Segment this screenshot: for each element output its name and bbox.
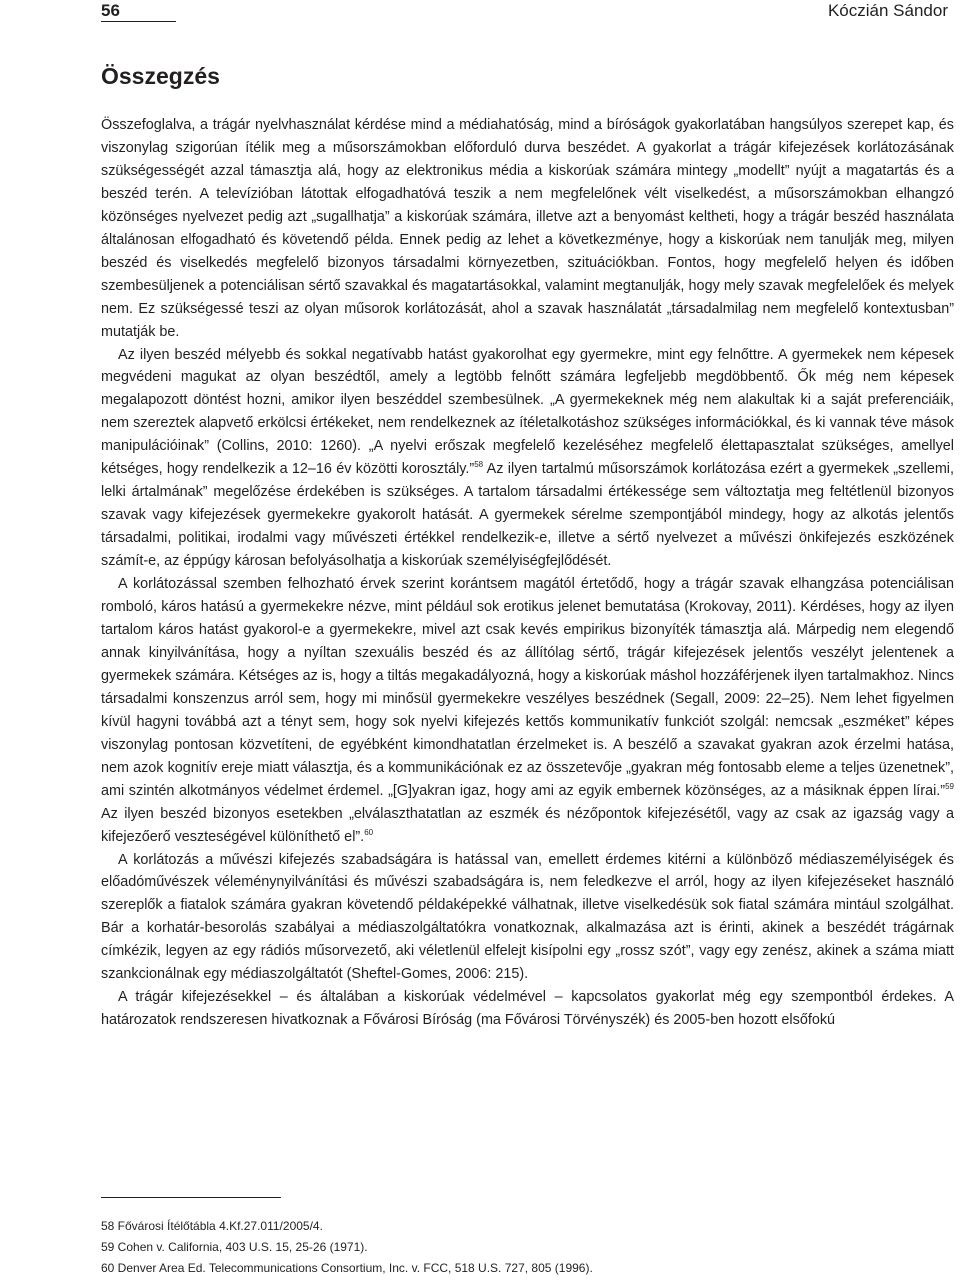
footnote-rule [101,1197,281,1198]
paragraph [101,114,954,344]
paragraph-text: Az ilyen tartalmú műsorszámok korlátozása ezért a gyermekek „szellemi, lelki ártalmának” megelőzése érdekében is szükséges. A tartalom társadalmi értékessége sem változtatja meg feltétlenül bizonyos szavak vagy kifejezések gyermekekre gyakorolt hatását. A gyermekek sérelme szempontjából mindegy, hogy az alkotás jelentős társadalmi, politikai, irodalmi vagy művészeti értékkel rendelkezik-e, illetve a sértő nyelvezet a művészi önkifejezés eszközének számít-e, az éppúgy károsan befolyásolhatja a kiskorúak személyiségfejlődését. [101,461,955,570]
paragraph [101,573,954,848]
footnote-reference: 58 [474,460,484,470]
page-header [0,0,960,30]
paragraph-text: A korlátozás a művészi kifejezés szabadságára is hatással van, emellett érdemes kitérni a különböző médiaszemélyiségek és előadóművészek véleménynyilvánítási és művészi szabadságára is, nem feledkezve el arról, hogy az ilyen kifejezéseket használó szereplők a fiatalok számára gyakran követendő példaképekké válhatnak, illetve viselkedésük sok fiatal számára mintául szolgálhat. Bár a korhatár-besorolás szabályai a médiaszolgáltatókra vonatkoznak, alkalmazása azt is érinti, akinek a beszédét trágárnak címkézik, legyen az egy rádiós műsorvezető, aki véletlenül elfelejt kisípolni egy „rossz szót”, vagy egy zenész, akinek a száma miatt szankcionálnak egy médiaszolgáltatót (Sheftel-Gomes, 2006: 215). [101,851,954,983]
header-rule [101,21,176,22]
footnote: 59 Cohen v. California, 403 U.S. 15, 25-26 (1971). [101,1240,368,1254]
section-title: Összegzés [101,63,220,89]
paragraph-text: Az ilyen beszéd mélyebb és sokkal negatívabb hatást gyakorolhat egy gyermekre, mint egy felnőttre. A gyermekek nem képesek megvédeni magukat az olyan beszédtől, amely a legtöbb felnőtt számára legfeljebb megdöbbentő. Ők még nem képesek megalapozott döntést hozni, amikor ilyen beszéddel szembesülnek. „A gyermekeknek még nem alakultak ki a saját preferenciáik, nem szereztek alapvető erkölcsi értékeket, nem rendelkeznek az ítéletalkotáshoz szükséges információkkal, és ki vannak téve mások manipulációinak” (Collins, 2010: 1260). „A nyelvi erőszak megfelelő kezeléséhez megfelelő élettapasztalat szükséges, amellyel kétséges, hogy rendelkezik a 12–16 év közötti korosztály.” [101,346,954,478]
paragraph-text: A korlátozással szemben felhozható érvek szerint korántsem magától értetődő, hogy a trágár szavak elhangzása potenciálisan romboló, káros hatású a gyermekekre nézve, mint például sok erotikus jelenet bemutatása (Krokovay, 2011). Kérdéses, hogy az ilyen tartalom káros hatást gyakorol-e a gyermekekre, mivel azt csak kevés empirikus bizonyíték támasztja alá. Márpedig nem elegendő annak kinyilvánítása, hogy a nyíltan szexuális beszéd és az állítólag sértő, trágár kifejezések jelentős veszélyt jelentenek a gyermekek számára. Kétséges az is, hogy a tiltás megakadályozná, hogy a kiskorúak máshol hozzáférjenek ilyen tartalmakhoz. Nincs társadalmi konszenzus arról sem, hogy mi minősül gyermekekre veszélyes beszédnek (Segall, 2009: 22–25). Nem lehet figyelmen kívül hagyni továbbá azt a tényt sem, hogy sok nyelvi kifejezés kettős kommunikatív funkciót szolgál: nemcsak „eszméket” képes viszonylag pontosan közvetíteni, de egyébként kimondhatatlan érzelmeket is. A beszélő a szavakat gyakran azok érzelmi hatása, nem azok kognitív ereje miatt választja, és a kommunikációnak ez az összetevője „gyakran még fontosabb eleme a teljes üzenetnek”, ami szintén alkotmányos védelmet érdemel. „[G]yakran igaz, hogy ami az egyik embernek közönséges, az a másiknak éppen lírai.” [101,576,954,799]
paragraph-text: A trágár kifejezésekkel – és általában a kiskorúak védelmével – kapcsolatos gyakorlat még egy szempontból érdekes. A határozatok rendszeresen hivatkoznak a Fővárosi Bíróság (ma Fővárosi Törvényszék) és 2005-ben hozott elsőfokú [101,989,954,1029]
paragraph-text: Az ilyen beszéd bizonyos esetekben „elválaszthatatlan az eszmék és nézőpontok kifejezésétől, vagy az csak az igazság vagy a kifejezőerő veszteségével különíthető el”. [101,805,954,845]
body-text [101,114,954,1032]
paragraph [101,344,954,574]
footnotes [101,1197,954,1279]
paragraph-text: Összefoglalva, a trágár nyelvhasználat kérdése mind a médiahatóság, mind a bíróságok gyakorlatában hangsúlyos szerepet kap, és viszonylag szigorúan ítélik meg a műsorszámokban előforduló durva beszédet. A gyakorlat a trágár kifejezések korlátozásának szükségességét azzal támasztja alá, hogy az elektronikus média a kiskorúak számára mintegy „modellt” nyújt a magatartás és a beszéd terén. A televízióban látottak elfogadhatóvá teszik a nem megfelelőnek vélt viselkedést, a műsorszámokban elhangzó közönséges nyelvezet pedig azt „sugallhatja” a kiskorúak számára, illetve azt a benyomást keltheti, hogy a trágár beszéd használata általánosan elfogadható és követendő példa. Ennek pedig az lehet a következménye, hogy a kiskorúak nem tanulják meg, milyen beszéd és viselkedés megfelelő bizonyos társadalmi környezetben, szituációkban. Fontos, hogy megfelelő helyen és időben szembesüljenek a potenciálisan sértő szavakkal és magatartásokkal, valamint megtanulják, hogy mely szavak megfelelőek és melyek nem. Ez szükségessé teszi az olyan műsorok korlátozását, ahol a szavak használatát „társadalmilag nem megfelelő kontextusban” mutatják be. [101,117,954,340]
paragraph [101,986,954,1032]
paragraph [101,849,954,987]
footnote-reference: 60 [364,827,374,837]
running-head-author: Kóczián Sándor [827,1,948,20]
footnote: 58 Fővárosi Ítélőtábla 4.Kf.27.011/2005/4. [101,1219,323,1233]
footnote: 60 Denver Area Ed. Telecommunications Consortium, Inc. v. FCC, 518 U.S. 727, 805 (1996). [101,1261,593,1275]
footnote-reference: 59 [945,781,954,791]
page-number: 56 [101,1,120,20]
